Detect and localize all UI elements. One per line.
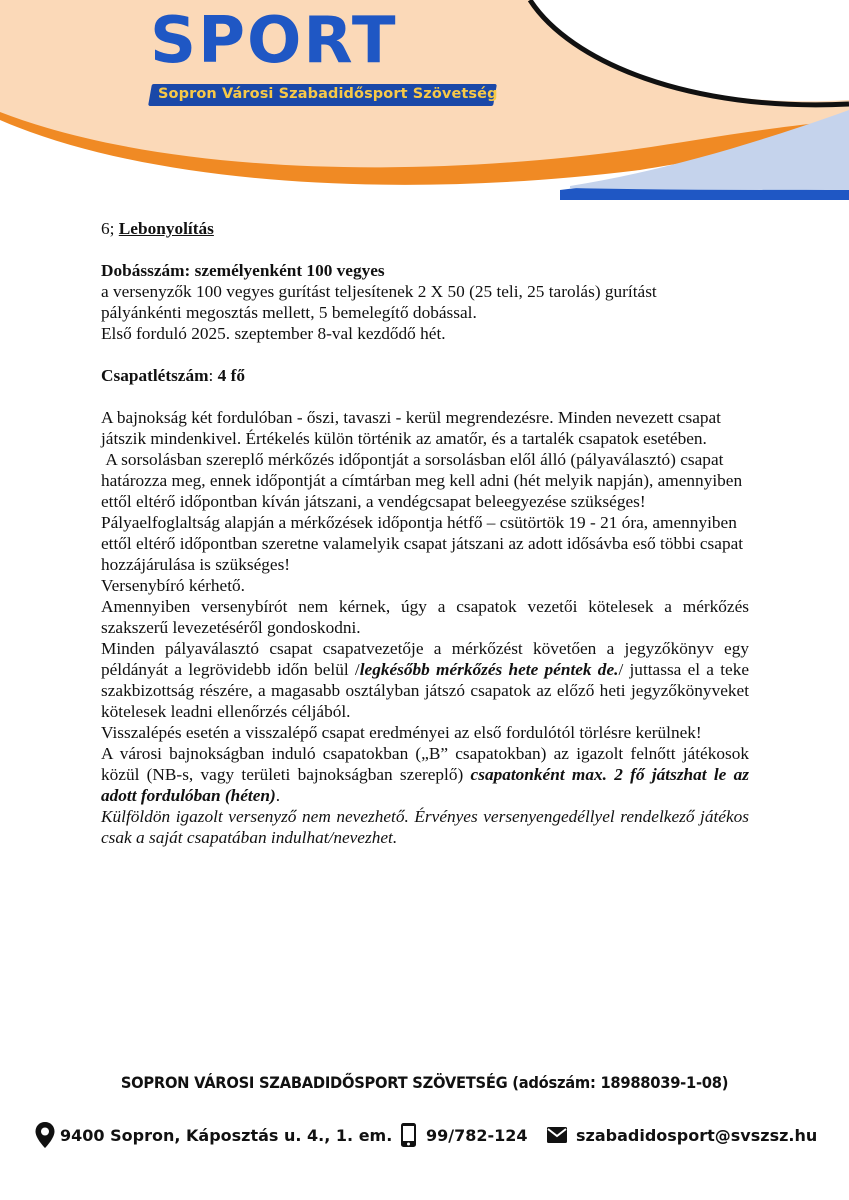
throws-line-1: a versenyzők 100 vegyes gurítást teljesítenek 2 X 50 (25 teli, 25 tarolás) gurítást <box>101 282 657 301</box>
paragraph-foreign-players: Külföldön igazolt versenyző nem nevezhető. Érvényes versenyengedéllyel rendelkező játékos csak a saját csapatában indulhat/nevezhet. <box>101 807 749 847</box>
logo-sport-text: SPORT <box>150 4 398 78</box>
phone-icon <box>400 1122 417 1148</box>
footer-email <box>546 1120 817 1150</box>
phone-text: 99/782-124 <box>426 1125 528 1145</box>
scoresheet-text: Minden pályaválasztó csapat csapatvezetője a mérkőzést követően a jegyzőkönyv egy példányát a legrövidebb időn belül / <box>101 639 749 679</box>
team-size <box>101 365 749 386</box>
footer-address <box>34 1120 392 1150</box>
scoresheet-deadline: legkésőbb mérkőzés hete péntek de. <box>359 660 619 679</box>
paragraph-no-referee: Amennyiben versenybírót nem kérnek, úgy a csapatok vezetői kötelesek a mérkőzés szakszerű levezetéséről gondoskodni. <box>101 597 749 637</box>
paragraph-court-times: Pályaelfoglaltság alapján a mérkőzések időpontja hétfő – csütörtök 19 - 21 óra, amennyiben ettől eltérő időpontban szeretne valamelyik csapat játszani az adott idősávba eső többi csapat hozzájárulása is szükséges! <box>101 513 744 574</box>
paragraph-referee: Versenybíró kérhető. <box>101 576 245 595</box>
throws-line-2: pályánkénti megosztás mellett, 5 bemelegítő dobással. <box>101 303 477 322</box>
paragraph-scheduling: A sorsolásban szereplő mérkőzés időpontját a sorsolásban elől álló (pályaválasztó) csapat határozza meg, ennek időpontját a címtárban meg kell adni (hét melyik napján), amennyiben ettől eltérő időpontban kíván játszani, a vendégcsapat beleegyezése szükséges! <box>101 450 747 511</box>
player-limit-end: . <box>275 786 281 805</box>
email-text: szabadidosport@svszsz.hu <box>576 1125 818 1145</box>
player-limit-text: A városi bajnokságban induló csapatokban („B” csapatokban) az igazolt felnőtt játékosok közül (NB-s, vagy területi bajnokságban szereplő) <box>101 744 749 784</box>
paragraph-format: A bajnokság két fordulóban - őszi, tavaszi - kerül megrendezésre. Minden nevezett csapat játszik mindenkivel. Értékelés külön történik az amatőr, és a tartalék csapatok esetében. <box>101 408 721 448</box>
player-limit-rule: csapatonként max. 2 fő játszhat le az adott fordulóban (héten) <box>101 765 749 805</box>
throws-line-3: Első forduló 2025. szeptember 8-val kezdődő hét. <box>101 324 446 343</box>
section-number: 6; <box>101 219 115 238</box>
team-size-value: 4 fő <box>217 366 246 385</box>
address-text: 9400 Sopron, Káposztás u. 4., 1. em. <box>60 1125 393 1145</box>
logo <box>150 4 498 116</box>
map-pin-icon <box>34 1121 56 1149</box>
logo-organization-name: Sopron Városi Szabadidősport Szövetség <box>158 86 498 102</box>
envelope-icon <box>546 1126 568 1144</box>
footer-organization: SOPRON VÁROSI SZABADIDŐSPORT SZÖVETSÉG (adószám: 18988039-1-08) <box>120 1073 729 1092</box>
scoresheet-text-end: / juttassa el a teke szakbizottság részére, a magasabb osztályban játszó csapatok az előző heti jegyzőkönyveket kötelesek leadni ellenőrzés céljából. <box>101 660 750 721</box>
section-title: Lebonyolítás <box>118 219 214 238</box>
section-heading <box>101 218 749 239</box>
paragraph-player-limit <box>101 743 749 806</box>
paragraph-withdrawal: Visszalépés esetén a visszalépő csapat eredményei az első fordulótól törlésre kerülnek! <box>101 723 702 742</box>
team-size-colon: : <box>208 366 214 385</box>
paragraph-scoresheet <box>101 638 749 722</box>
team-size-label: Csapatlétszám <box>101 366 209 385</box>
footer-contacts <box>34 1120 824 1150</box>
document-body <box>101 218 749 848</box>
throws-heading: Dobásszám: személyenként 100 vegyes <box>101 261 385 280</box>
footer-phone <box>400 1120 528 1150</box>
